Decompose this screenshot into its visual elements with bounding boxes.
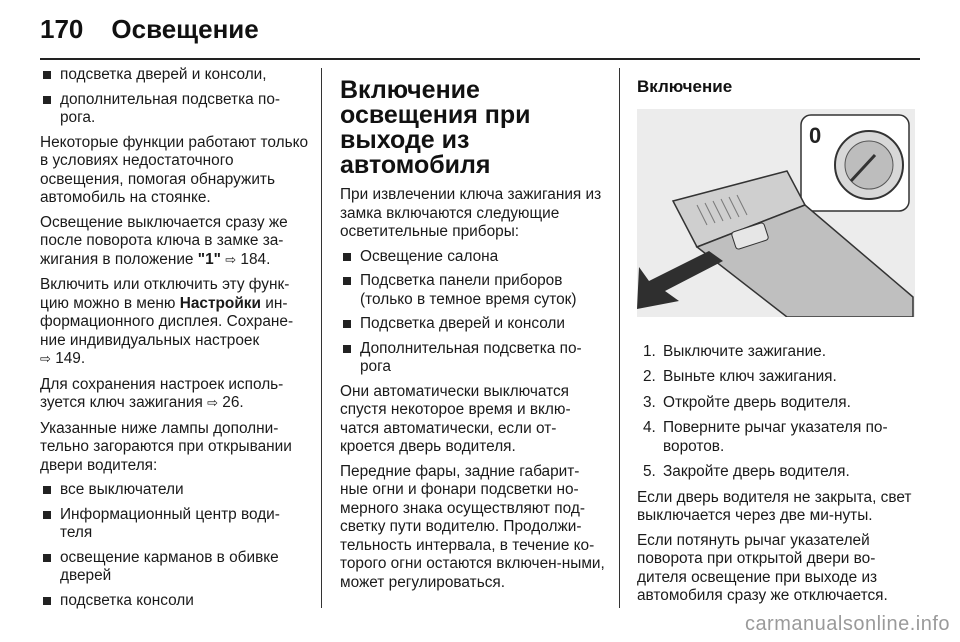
bullet-icon bbox=[43, 554, 51, 562]
column-3 bbox=[637, 66, 919, 612]
list-item: Подсветка панели приборов (только в темное время суток) bbox=[340, 272, 606, 309]
list-item: Информационный центр води-теля bbox=[40, 506, 312, 543]
page-title: Освещение bbox=[111, 14, 259, 44]
list-item: освещение карманов в обивке дверей bbox=[40, 549, 312, 586]
paragraph: Некоторые функции работают только в условиях недостаточного освещения, помогая обнаружить автомобиль на стоянке. bbox=[40, 133, 309, 206]
list-item: подсветка консоли bbox=[40, 592, 312, 611]
paragraph: Указанные ниже лампы дополни-тельно загораются при открывании двери водителя: bbox=[40, 419, 292, 474]
page-ref-icon: ⇨ bbox=[207, 396, 218, 411]
page-number: 170 bbox=[40, 14, 84, 44]
column-divider-1 bbox=[321, 68, 322, 608]
header-rule bbox=[40, 58, 920, 60]
lever-drawing bbox=[637, 109, 915, 317]
paragraph: Включить или отключить эту функ-цию можно в меню Настройки ин-формационного дисплея. Сохране-ние индивидуальных настроек ⇨ 149. bbox=[40, 276, 294, 367]
bullet-icon bbox=[343, 277, 351, 285]
bullet-icon bbox=[43, 96, 51, 104]
ignition-position-label: 0 bbox=[809, 122, 822, 148]
list-item: 3. Откройте дверь водителя. bbox=[643, 393, 851, 411]
paragraph: Они автоматически выключатся спустя некоторое время и вклю-чатся автоматически, если от-кроется дверь водителя. bbox=[340, 382, 571, 455]
bullet-icon bbox=[43, 486, 51, 494]
page-ref-icon: ⇨ bbox=[225, 252, 237, 268]
column-2 bbox=[340, 78, 606, 598]
column-divider-2 bbox=[619, 68, 620, 608]
page-ref-link[interactable]: 184. bbox=[240, 250, 271, 268]
paragraph: Передние фары, задние габарит-ные огни и фонари подсветки но-мерного знака осуществляют под-светку пути водителю. Продолжи-тельность интервала, в течение ко-торого огни остаются включен-ными, может регулироваться. bbox=[340, 462, 605, 591]
section-heading: Включение освещения при выходе из автомобиля bbox=[340, 76, 531, 179]
turn-signal-lever-illustration bbox=[637, 109, 915, 317]
paragraph: При извлечении ключа зажигания из замка включаются следующие осветительные приборы: bbox=[340, 186, 602, 240]
bullet-icon bbox=[43, 71, 51, 79]
list-item: 1. Выключите зажигание. bbox=[643, 342, 827, 360]
page-ref-link[interactable]: 149. bbox=[55, 350, 86, 367]
bullet-icon bbox=[43, 597, 51, 605]
list-item: 5. Закройте дверь водителя. bbox=[643, 463, 850, 480]
page-ref-link[interactable]: 26. bbox=[222, 394, 244, 411]
column-1 bbox=[40, 66, 312, 616]
bullet-icon bbox=[343, 253, 351, 261]
list-item: Освещение салона bbox=[340, 248, 606, 267]
list-item: Дополнительная подсветка по-рога bbox=[340, 340, 606, 377]
paragraph: Освещение выключается сразу же после поворота ключа в замке за-жигания в положение "1" ⇨ 184. bbox=[40, 213, 288, 268]
watermark: carmanualsonline.info bbox=[744, 613, 950, 635]
list-item: подсветка дверей и консоли, bbox=[40, 66, 312, 85]
bullet-icon bbox=[343, 345, 351, 353]
bullet-icon bbox=[43, 511, 51, 519]
page-header bbox=[40, 14, 259, 48]
list-item: Подсветка дверей и консоли bbox=[340, 315, 606, 334]
page-ref-icon: ⇨ bbox=[40, 352, 51, 367]
list-item: 4. Поверните рычаг указателя по-воротов. bbox=[643, 419, 888, 455]
menu-name: Настройки bbox=[179, 294, 261, 312]
list-item: 2. Выньте ключ зажигания. bbox=[643, 368, 837, 385]
paragraph: Если дверь водителя не закрыта, свет выключается через две ми-нуты. bbox=[637, 488, 912, 524]
list-item: все выключатели bbox=[40, 481, 312, 500]
section-heading: Включение bbox=[637, 77, 733, 96]
bullet-icon bbox=[343, 320, 351, 328]
paragraph: Для сохранения настроек исполь-зуется ключ зажигания ⇨ 26. bbox=[40, 375, 284, 411]
paragraph: Если потянуть рычаг указателей поворота при открытой двери во-дителя освещение при выходе из автомобиля сразу же отключается. bbox=[637, 531, 888, 604]
list-item: дополнительная подсветка по-рога. bbox=[40, 91, 312, 128]
